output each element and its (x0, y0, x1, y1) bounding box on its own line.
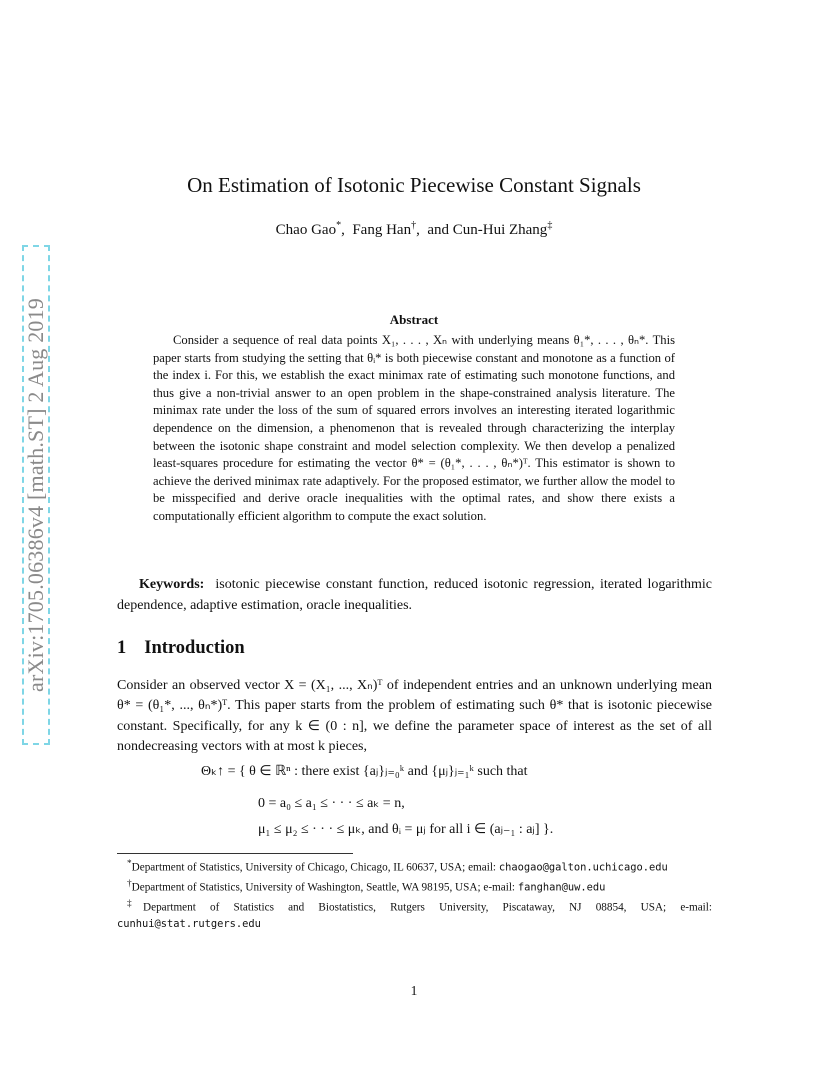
footnotes (117, 856, 712, 932)
footnote-text: Department of Statistics, University of Washington, Seattle, WA 98195, USA; e-mail: (131, 881, 516, 894)
author-name: Chao Gao (275, 222, 337, 238)
author-list: Chao Gao*, Fang Han†, and Cun-Hui Zhang‡ (275, 220, 553, 238)
footnote-email[interactable]: chaogao@galton.uchicago.edu (498, 861, 668, 874)
footnote-email[interactable]: cunhui@stat.rutgers.edu (117, 917, 261, 930)
footnote (117, 876, 712, 896)
equation-line: Θₖ↑ = { θ ∈ ℝⁿ : there exist {aⱼ}ⱼ₌₀ᵏ and {μⱼ}ⱼ₌₁ᵏ such that (201, 764, 528, 779)
footnote-text: Department of Statistics and Biostatistics, Rutgers University, Piscataway, NJ 08854, USA; e-mail: (143, 901, 712, 914)
intro-paragraph: Consider an observed vector X = (X₁, ..., Xₙ)ᵀ of independent entries and an unknown underlying mean θ* = (θ₁*, ..., θₙ*)ᵀ. This paper starts from the problem of estimating such θ* that is isotonic piecewise constant. Specifically, for any k ∈ (0 : n], we define the parameter space of interest as the set of all nondecreasing vectors with at most k pieces, (117, 678, 712, 754)
arxiv-id: arXiv:1705.06386v4 [math.ST] 2 Aug 2019 (23, 298, 48, 692)
footnote-mark: * (127, 859, 132, 869)
footnote-rule (117, 853, 353, 854)
equation-line: 0 = a₀ ≤ a₁ ≤ · · · ≤ aₖ = n, (258, 796, 405, 811)
footnote-mark: ‡ (127, 898, 144, 909)
section-title: Introduction (144, 638, 245, 658)
footnote-text: Department of Statistics, University of Chicago, Chicago, IL 60637, USA; email: (131, 861, 497, 874)
author-name: and Cun-Hui Zhang (427, 222, 548, 238)
section-heading (117, 638, 245, 659)
author-name: Fang Han (352, 222, 412, 238)
keywords (117, 574, 712, 616)
footnote (117, 896, 712, 932)
author-mark: ‡ (547, 220, 553, 231)
section-number: 1 (117, 638, 127, 658)
keywords-text: isotonic piecewise constant function, reduced isotonic regression, iterated logarithmic dependence, adaptive estimation, oracle inequalities. (117, 577, 712, 613)
page-number: 1 (410, 983, 418, 998)
equation-line: μ₁ ≤ μ₂ ≤ · · · ≤ μₖ, and θᵢ = μⱼ for all i ∈ (aⱼ₋₁ : aⱼ] }. (258, 822, 554, 837)
author-mark: * (336, 220, 342, 231)
keywords-label: Keywords: (139, 577, 205, 592)
footnote-mark: † (127, 878, 132, 889)
footnote-email[interactable]: fanghan@uw.edu (517, 881, 606, 894)
abstract-heading: Abstract (389, 312, 439, 327)
abstract-text: Consider a sequence of real data points X₁, . . . , Xₙ with underlying means θ₁*, . . . , θₙ*. This paper starts from studying the setting that θᵢ* is both piecewise constant and monotone as a function of the index i. For this, we establish the exact minimax rate of estimating such monotone functions, and thus give a non-trivial answer to an open problem in the shape-constrained analysis literature. The minimax rate under the loss of the sum of squared errors involves an interesting iterated logarithmic dependence on the dimension, a phenomenon that is revealed through characterizing the interplay between the isotonic shape constraint and model selection complexity. We then develop a penalized least-squares procedure for estimating the vector θ* = (θ₁*, . . . , θₙ*)ᵀ. This estimator is shown to achieve the derived minimax rate adaptively. For the proposed estimator, we further allow the model to be misspecified and derive oracle inequalities with the optimal rates, and show there exists a computationally efficient algorithm to compute the exact solution. (153, 333, 675, 523)
footnote (117, 856, 712, 876)
author-mark: † (411, 220, 417, 231)
paper-title: On Estimation of Isotonic Piecewise Constant Signals (187, 173, 641, 197)
